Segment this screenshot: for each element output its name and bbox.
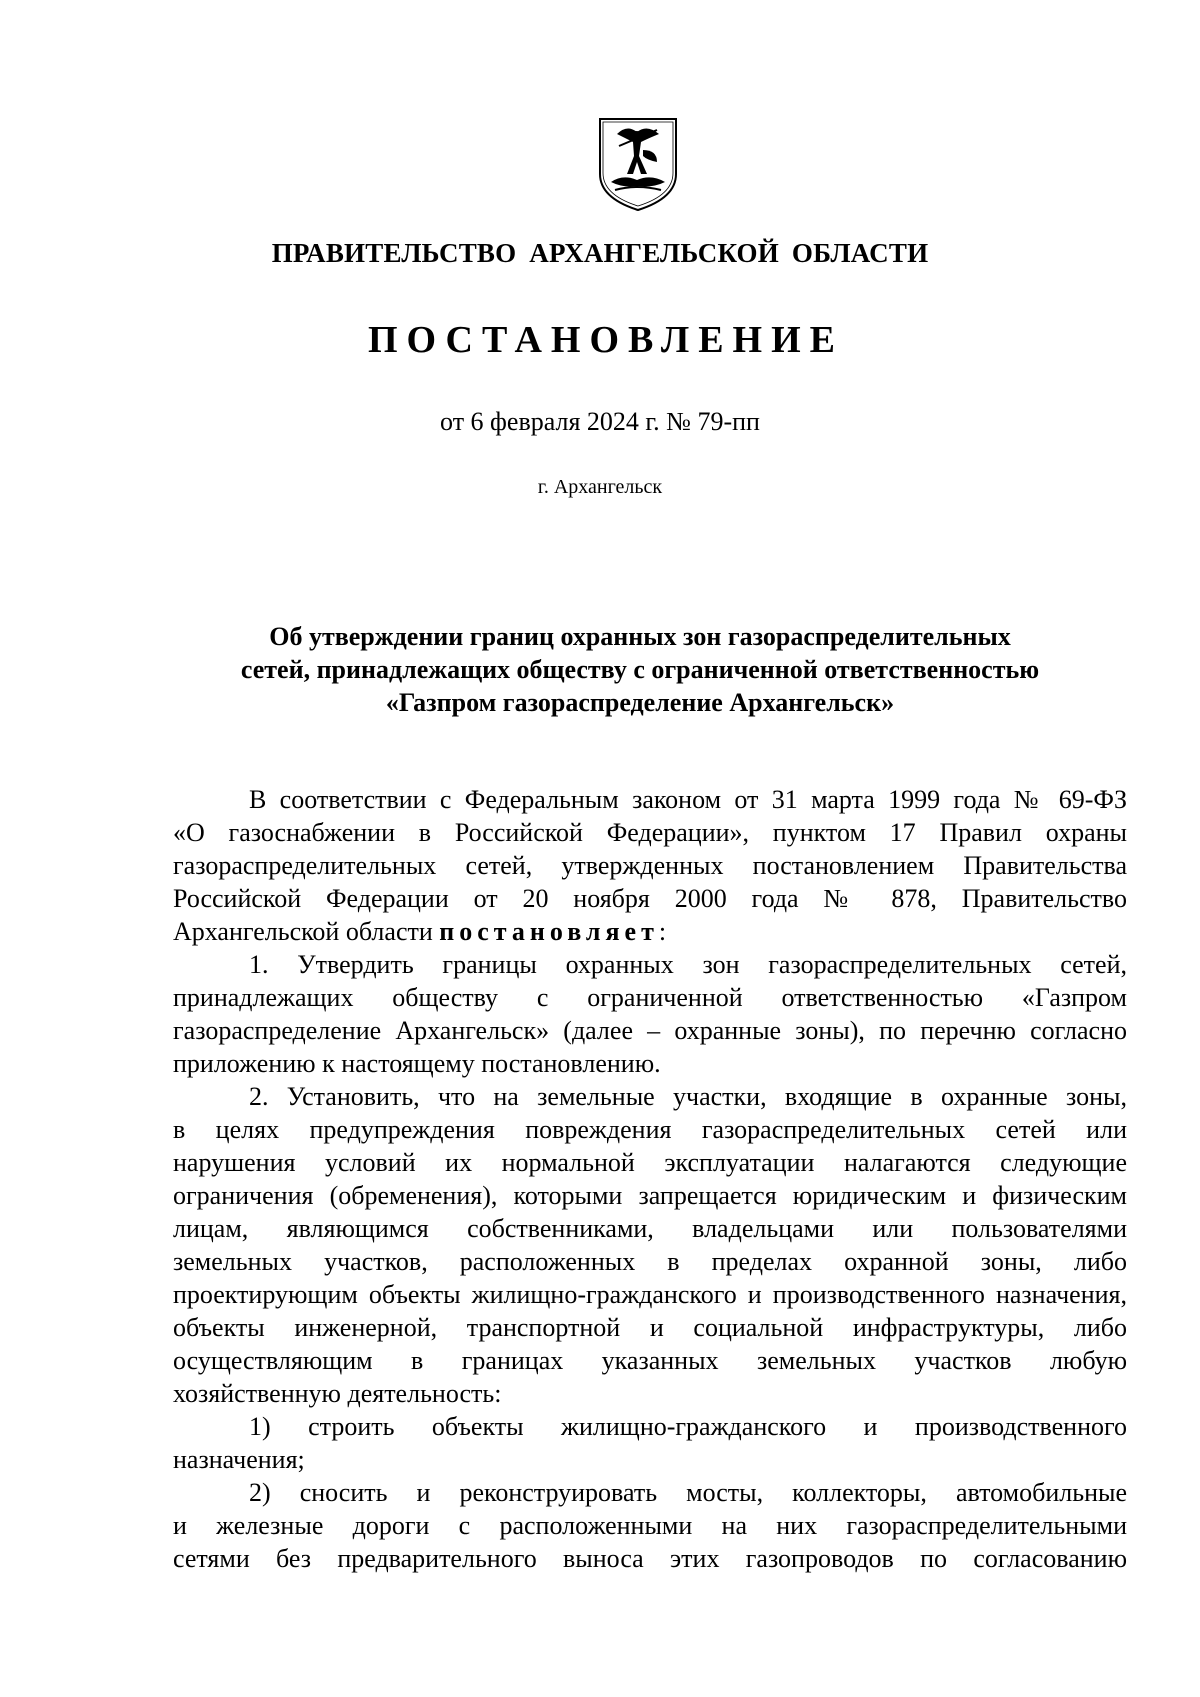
body-line: хозяйственную деятельность: xyxy=(173,1379,502,1408)
title-line: сетей, принадлежащих обществу с ограниченной ответственностью xyxy=(240,655,1040,684)
document-body xyxy=(173,783,1127,1575)
body-line: 1. Утвердить границы охранных зон газораспределительных сетей, xyxy=(249,950,1127,979)
body-line: объекты инженерной, транспортной и социальной инфраструктуры, либо xyxy=(173,1313,1127,1342)
body-line: проектирующим объекты жилищно-гражданского и производственного назначения, xyxy=(173,1280,1127,1309)
organization-name: ПРАВИТЕЛЬСТВО АРХАНГЕЛЬСКОЙ ОБЛАСТИ xyxy=(271,238,929,268)
body-line: В соответствии с Федеральным законом от 31 марта 1999 года № 69-ФЗ xyxy=(249,785,1127,814)
body-line: лицам, являющимся собственниками, владельцами или пользователями xyxy=(173,1214,1127,1243)
title-line: Об утверждении границ охранных зон газораспределительных xyxy=(269,622,1011,651)
body-line: 1) строить объекты жилищно-гражданского и производственного xyxy=(249,1412,1127,1441)
decree-word: постановляет xyxy=(439,917,659,946)
body-line: газораспределение Архангельск» (далее – охранные зоны), по перечню согласно xyxy=(173,1016,1127,1045)
body-line: нарушения условий их нормальной эксплуатации налагаются следующие xyxy=(173,1148,1127,1177)
body-line: принадлежащих обществу с ограниченной ответственностью «Газпром xyxy=(173,983,1127,1012)
body-line: 2) сносить и реконструировать мосты, коллекторы, автомобильные xyxy=(249,1478,1127,1507)
body-line: приложению к настоящему постановлению. xyxy=(173,1049,661,1078)
body-line: «О газоснабжении в Российской Федерации», пунктом 17 Правил охраны xyxy=(173,818,1127,847)
preamble-last-text: Архангельской области xyxy=(173,917,440,946)
document-city: г. Архангельск xyxy=(537,476,663,498)
body-line: и железные дороги с расположенными на них газораспределительными xyxy=(173,1511,1127,1540)
coat-of-arms-icon xyxy=(597,116,679,212)
body-line: осуществляющим в границах указанных земельных участков любую xyxy=(173,1346,1127,1375)
body-line: Российской Федерации от 20 ноября 2000 года № 878, Правительство xyxy=(173,884,1127,913)
document-date-number: от 6 февраля 2024 г. № 79-пп xyxy=(440,407,760,436)
body-line: газораспределительных сетей, утвержденных постановлением Правительства xyxy=(173,851,1127,880)
preamble-colon: : xyxy=(658,917,667,946)
body-line: в целях предупреждения повреждения газораспределительных сетей или xyxy=(173,1115,1127,1144)
document-type: ПОСТАНОВЛЕНИЕ xyxy=(367,319,845,361)
body-line: 2. Установить, что на земельные участки, входящие в охранные зоны, xyxy=(249,1082,1127,1111)
body-line xyxy=(173,915,1127,948)
body-line: земельных участков, расположенных в пределах охранной зоны, либо xyxy=(173,1247,1127,1276)
body-line: назначения; xyxy=(173,1445,305,1474)
document-title xyxy=(160,620,1120,719)
body-line: ограничения (обременения), которыми запрещается юридическим и физическим xyxy=(173,1181,1127,1210)
body-line: сетями без предварительного выноса этих газопроводов по согласованию xyxy=(173,1544,1127,1573)
title-line: «Газпром газораспределение Архангельск» xyxy=(385,688,895,717)
